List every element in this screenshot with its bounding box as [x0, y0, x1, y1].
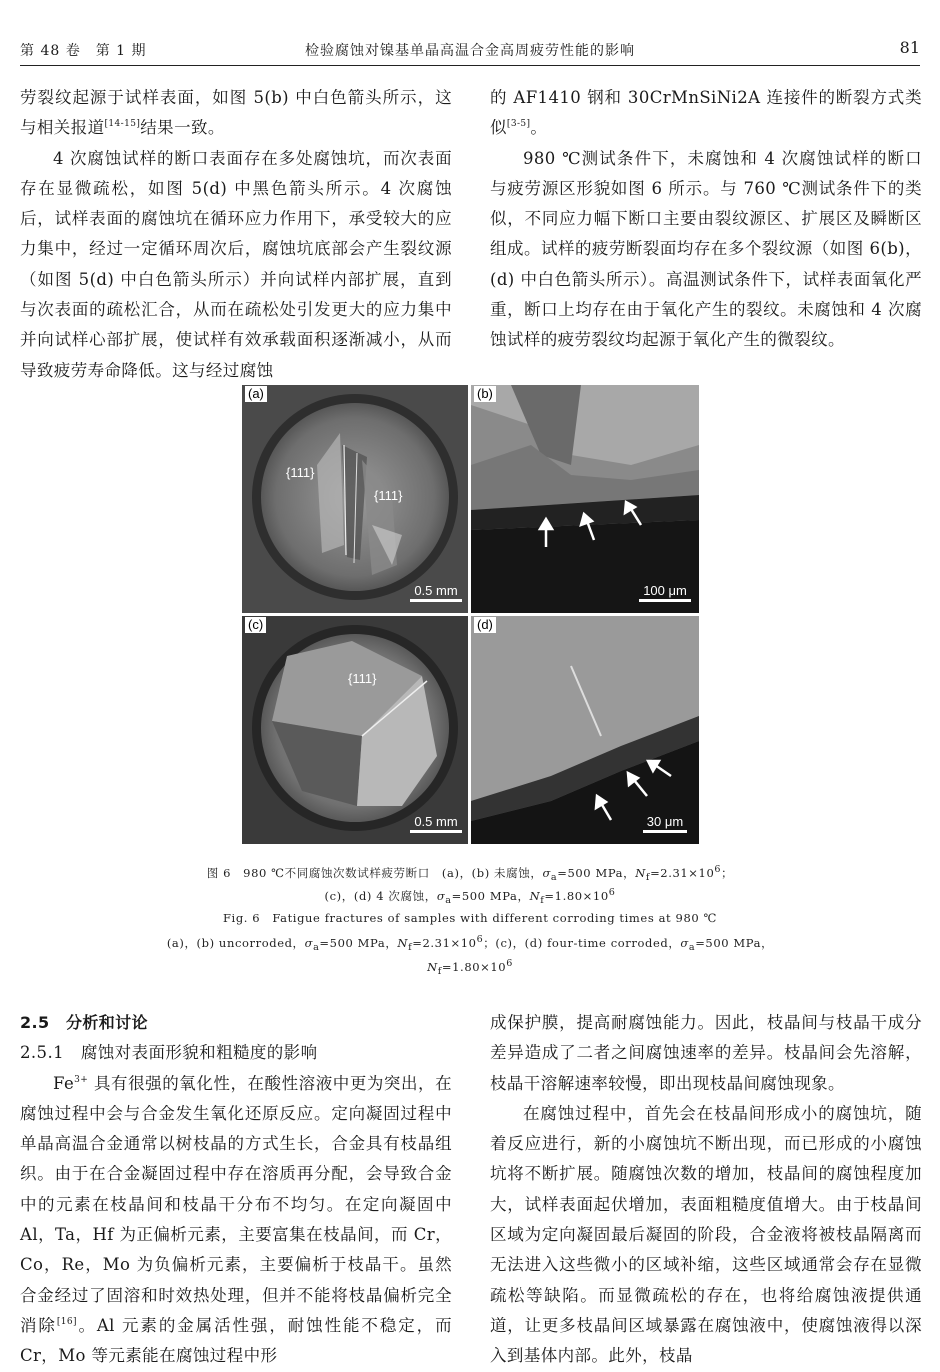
scale-bar-label: 100 μm — [643, 583, 687, 598]
crack-source-arrows — [471, 616, 699, 844]
scale-bar-line — [410, 830, 462, 833]
header-rule — [20, 65, 920, 66]
scale-bar — [410, 814, 462, 833]
figure-caption-en-line3: $N_f=1.80\times 10^6$ — [427, 958, 513, 978]
paragraph: 在腐蚀过程中，首先会在枝晶间形成小的腐蚀坑，随着反应进行，新的小腐蚀坑不断出现，而已形成的小腐蚀坑将不断扩展。随腐蚀次数的增加，枝晶间的腐蚀程度加大，试样表面起伏增加，表面粗糙度值增大。由于枝晶间区域为定向凝固最后凝固的阶段，合金液将被枝晶隔离而无法进入这些微小的区域补缩，这些区域通常会存在显微疏松等缺陷。而显微疏松的存在，也将给腐蚀液提供通道，让更多枝晶间区域暴露在腐蚀液中，使腐蚀液得以深入到基体内部。此外，枝晶 — [490, 1103, 922, 1366]
bottom-right-column — [490, 1008, 922, 1372]
panel-label: (d) — [474, 617, 496, 633]
page-number: 81 — [899, 38, 920, 57]
figure-caption-cn-line1: 图 6 980 ℃不同腐蚀次数试样疲劳断口 (a)，(b) 未腐蚀，$\sigma_a=500$ MPa，$N_f=2.31\times 10^6$； — [206, 864, 734, 884]
running-title: 检验腐蚀对镍基单晶高温合金高周疲劳性能的影响 — [305, 43, 635, 59]
crystal-plane-label: {111} — [286, 465, 315, 480]
paragraph: 4 次腐蚀试样的断口表面存在多处腐蚀坑，而次表面存在显微疏松，如图 5(d) 中黑色箭头所示。4 次腐蚀后，试样表面的腐蚀坑在循环应力作用下，承受较大的应力集中，经过一定循环周次后，腐蚀坑底部会产生裂纹源（如图 5(d) 中白色箭头所示）并向试样内部扩展，直到与次表面的疏松汇合，从而在疏松处引发更大的应力集中并向试样心部扩展，使试样有效承载面积逐渐减小，从而导致疲劳寿命降低。这与经过腐蚀 — [20, 148, 452, 380]
top-left-column — [20, 83, 452, 386]
fracture-image-a — [242, 385, 468, 613]
paragraph: 劳裂纹起源于试样表面，如图 5(b) 中白色箭头所示，这与相关报道[14-15]结果一致。 — [20, 88, 452, 138]
scale-bar-line — [410, 599, 462, 602]
figure-caption-en-title: Fig. 6 Fatigue fractures of samples with different corroding times at 980 ℃ — [222, 911, 718, 925]
paragraph: 的 AF1410 钢和 30CrMnSiNi2A 连接件的断裂方式类似[3-5]。 — [490, 88, 922, 138]
citation: [14-15] — [104, 119, 141, 130]
scale-bar — [639, 583, 691, 602]
figure-panel-d — [471, 616, 699, 844]
panel-label: (a) — [245, 386, 267, 402]
citation: [3-5] — [506, 119, 531, 130]
scale-bar — [410, 583, 462, 602]
scale-bar-line — [643, 830, 687, 833]
scale-bar-label: 0.5 mm — [414, 814, 458, 829]
figure-panel-c — [242, 616, 468, 844]
scale-bar-label: 0.5 mm — [414, 583, 458, 598]
scale-bar-label: 30 μm — [646, 814, 684, 829]
figure-panel-b — [471, 385, 699, 613]
figure-caption-en-line2: (a)，(b) uncorroded，$\sigma_a=500$ MPa，$N_f=2.31\times 10^6$；(c)，(d) four-time corroded，$\sigma_a=500$ MPa， — [166, 934, 774, 954]
crack-source-arrows — [471, 385, 699, 613]
figure-panel-a — [242, 385, 468, 613]
journal-volume-issue: 第 48 卷 第 1 期 — [20, 43, 147, 59]
panel-label: (c) — [245, 617, 266, 633]
scale-bar — [643, 814, 687, 833]
subsection-title: 2.5.1 腐蚀对表面形貌和粗糙度的影响 — [20, 1043, 318, 1063]
page-header — [0, 32, 940, 62]
fracture-image-c — [242, 616, 468, 844]
section-title: 2.5 分析和讨论 — [20, 1013, 148, 1032]
top-right-column — [490, 83, 922, 356]
paragraph: 980 ℃测试条件下，未腐蚀和 4 次腐蚀试样的断口与疲劳源区形貌如图 6 所示。与 760 ℃测试条件下的类似，不同应力幅下断口主要由裂纹源区、扩展区及瞬断区组成。试样的疲劳断裂面均存在多个裂纹源（如图 6(b)，(d) 中白色箭头所示）。高温测试条件下，试样表面氧化严重，断口上均存在由于氧化产生的裂纹。未腐蚀和 4 次腐蚀试样的疲劳裂纹均起源于氧化产生的微裂纹。 — [490, 148, 922, 350]
citation: [16] — [56, 1316, 77, 1327]
crystal-plane-label: {111} — [374, 488, 403, 503]
paragraph: $Fe^{3+}$ 具有很强的氧化性，在酸性溶液中更为突出，在腐蚀过程中会与合金发生氧化还原反应。定向凝固过程中单晶高温合金通常以树枝晶的方式生长，合金具有枝晶组织。由于在合金凝固过程中存在溶质再分配，会导致合金中的元素在枝晶间和枝晶干分布不均匀。在定向凝固中 Al，Ta，Hf 为正偏析元素，主要富集在枝晶间，而 Cr，Co，Re，Mo 为负偏析元素，主要偏析于枝晶干。虽然合金经过了固溶和时效热处理，但并不能将枝晶偏析完全消除[16]。Al 元素的金属活性强，耐蚀性能不稳定，而 Cr，Mo 等元素能在腐蚀过程中形 — [20, 1073, 452, 1366]
figure-caption-cn-line2: (c)，(d) 4 次腐蚀，$\sigma_a=500$ MPa，$N_f=1.80\times 10^6$ — [324, 887, 616, 907]
panel-label: (b) — [474, 386, 496, 402]
paragraph: 成保护膜，提高耐腐蚀能力。因此，枝晶间与枝晶干成分差异造成了二者之间腐蚀速率的差异。枝晶间会先溶解，枝晶干溶解速率较慢，即出现枝晶间腐蚀现象。 — [490, 1013, 922, 1093]
bottom-left-column — [20, 1008, 452, 1372]
crystal-plane-label: {111} — [348, 671, 377, 686]
scale-bar-line — [639, 599, 691, 602]
